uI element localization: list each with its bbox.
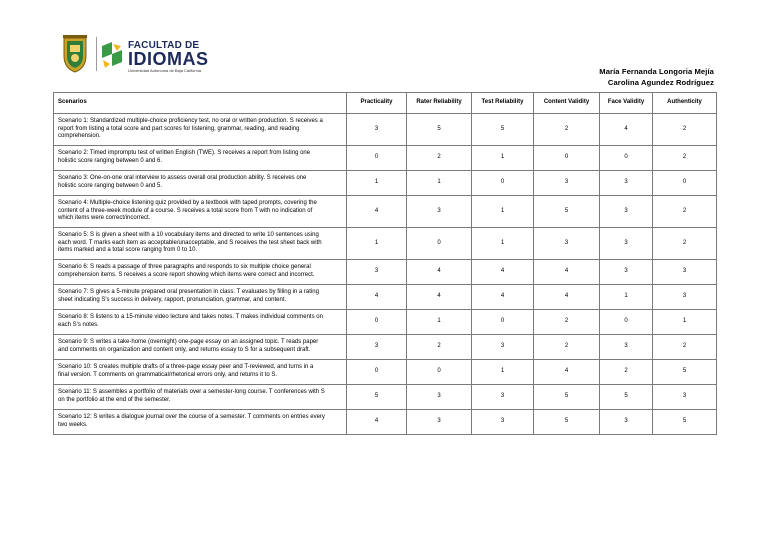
score-cell: 5 [472, 114, 534, 146]
score-cell: 0 [347, 360, 407, 385]
column-header-authenticity: Authenticity [653, 93, 717, 114]
score-cell: 3 [347, 335, 407, 360]
score-cell: 4 [534, 260, 600, 285]
score-cell: 1 [472, 228, 534, 260]
score-cell: 3 [600, 260, 653, 285]
score-cell: 3 [653, 385, 717, 410]
table-row [54, 114, 717, 146]
score-cell: 0 [347, 310, 407, 335]
scenario-cell: Scenario 1: Standardized multiple-choice proficiency test, no oral or written production. S receives a report from listing a total score and part scores for listening, grammar, reading, and reading comprehension. [54, 114, 347, 146]
score-cell: 2 [653, 114, 717, 146]
page-header [0, 0, 768, 92]
scenario-rating-table [53, 92, 717, 435]
score-cell: 3 [534, 228, 600, 260]
score-cell: 3 [600, 196, 653, 228]
scenario-cell: Scenario 9: S writes a take-home (overnight) one-page essay on an assigned topic. T reads paper and comments on organization and content only, and returns essay to S for a subsequent draft. [54, 335, 347, 360]
column-header-practicality: Practicality [347, 93, 407, 114]
score-cell: 4 [347, 410, 407, 435]
score-cell: 2 [407, 335, 472, 360]
faculty-line1: FACULTAD DE [128, 40, 200, 51]
author-names [599, 66, 714, 88]
score-cell: 2 [534, 335, 600, 360]
table-row [54, 285, 717, 310]
column-header-test-reliability: Test Reliability [472, 93, 534, 114]
score-cell: 0 [600, 310, 653, 335]
score-cell: 4 [407, 260, 472, 285]
score-cell: 2 [534, 114, 600, 146]
score-cell: 3 [600, 228, 653, 260]
score-cell: 0 [653, 171, 717, 196]
score-cell: 1 [653, 310, 717, 335]
scenario-cell: Scenario 10: S creates multiple drafts of a three-page essay peer and T-reviewed, and turns in a final version. T comments on grammatical/rhetorical errors only, and returns it to S. [54, 360, 347, 385]
score-cell: 1 [600, 285, 653, 310]
score-cell: 2 [600, 360, 653, 385]
score-cell: 1 [407, 310, 472, 335]
score-cell: 0 [347, 146, 407, 171]
score-cell: 5 [653, 360, 717, 385]
score-cell: 2 [653, 196, 717, 228]
scenario-cell: Scenario 8: S listens to a 15-minute video lecture and takes notes. T makes individual comments on each S's notes. [54, 310, 347, 335]
score-cell: 4 [347, 196, 407, 228]
column-header-scenarios: Scenarios [54, 93, 347, 114]
score-cell: 0 [600, 146, 653, 171]
score-cell: 4 [472, 285, 534, 310]
score-cell: 3 [653, 285, 717, 310]
faculty-wordmark [128, 40, 209, 73]
scenario-cell: Scenario 4: Multiple-choice listening quiz provided by a textbook with taped prompts, covering the content of a three-week module of a course. S receives a total score from T with no indication of which items were correct/incorrect. [54, 196, 347, 228]
column-header-content-validity: Content Validity [534, 93, 600, 114]
score-cell: 0 [407, 360, 472, 385]
scenario-cell: Scenario 6: S reads a passage of three paragraphs and responds to six multiple choice general comprehension items. S receives a score report showing which items were correct and incorrect. [54, 260, 347, 285]
score-cell: 1 [472, 196, 534, 228]
score-cell: 3 [653, 260, 717, 285]
score-cell: 3 [534, 171, 600, 196]
score-cell: 1 [472, 146, 534, 171]
table-header-row [54, 93, 717, 114]
score-cell: 2 [407, 146, 472, 171]
score-cell: 1 [347, 228, 407, 260]
score-cell: 3 [347, 260, 407, 285]
score-cell: 4 [347, 285, 407, 310]
faculty-logo-icon [99, 40, 125, 70]
score-cell: 1 [407, 171, 472, 196]
score-cell: 0 [534, 146, 600, 171]
score-cell: 4 [534, 285, 600, 310]
table-row [54, 146, 717, 171]
table-row [54, 228, 717, 260]
table-row [54, 171, 717, 196]
scenario-cell: Scenario 12: S writes a dialogue journal over the course of a semester. T comments on entries every two weeks. [54, 410, 347, 435]
table-body [54, 114, 717, 435]
score-cell: 0 [407, 228, 472, 260]
table-row [54, 260, 717, 285]
score-cell: 5 [407, 114, 472, 146]
score-cell: 1 [472, 360, 534, 385]
score-cell: 3 [600, 171, 653, 196]
score-cell: 5 [347, 385, 407, 410]
score-cell: 3 [600, 410, 653, 435]
score-cell: 4 [534, 360, 600, 385]
university-seal-icon [60, 34, 90, 74]
table-row [54, 360, 717, 385]
column-header-face-validity: Face Validity [600, 93, 653, 114]
table-row [54, 196, 717, 228]
score-cell: 5 [600, 385, 653, 410]
score-cell: 5 [653, 410, 717, 435]
score-cell: 5 [534, 385, 600, 410]
table-row [54, 385, 717, 410]
score-cell: 3 [600, 335, 653, 360]
table-row [54, 310, 717, 335]
header-divider [96, 37, 97, 71]
score-cell: 3 [407, 196, 472, 228]
author-2: Carolina Agundez Rodríguez [607, 78, 714, 87]
score-cell: 2 [653, 228, 717, 260]
score-cell: 2 [534, 310, 600, 335]
score-cell: 2 [653, 335, 717, 360]
scenario-cell: Scenario 11: S assembles a portfolio of materials over a semester-long course. T conferences with S on the portfolio at the end of the semester. [54, 385, 347, 410]
score-cell: 4 [407, 285, 472, 310]
score-cell: 2 [653, 146, 717, 171]
scenario-cell: Scenario 3: One-on-one oral interview to assess overall oral production ability. S receives one holistic score ranging between 0 and 5. [54, 171, 347, 196]
scenario-cell: Scenario 2: Timed impromptu test of written English (TWE). S receives a report from listing one holistic score ranging between 0 and 6. [54, 146, 347, 171]
score-cell: 3 [347, 114, 407, 146]
score-cell: 3 [472, 410, 534, 435]
score-cell: 4 [600, 114, 653, 146]
score-cell: 3 [472, 385, 534, 410]
column-header-rater-reliability: Rater Reliability [407, 93, 472, 114]
score-cell: 5 [534, 196, 600, 228]
score-cell: 0 [472, 310, 534, 335]
score-cell: 3 [407, 410, 472, 435]
score-cell: 3 [407, 385, 472, 410]
table-row [54, 410, 717, 435]
score-cell: 0 [472, 171, 534, 196]
score-cell: 5 [534, 410, 600, 435]
scenario-cell: Scenario 5: S is given a sheet with a 10 vocabulary items and directed to write 10 sentences using each word. T marks each item as acceptable/unacceptable, and S receives the test sheet back with items marked and a total score ranging from 0 to 10. [54, 228, 347, 260]
score-cell: 1 [347, 171, 407, 196]
score-cell: 4 [472, 260, 534, 285]
scenario-cell: Scenario 7: S gives a 5-minute prepared oral presentation in class. T evaluates by filling in a rating sheet indicating S's success in delivery, rapport, pronunciation, grammar, and content. [54, 285, 347, 310]
faculty-line2: IDIOMAS [128, 49, 209, 69]
table-row [54, 335, 717, 360]
faculty-line3: Universidad Autónoma de Baja California [128, 68, 201, 73]
author-1: María Fernanda Longoria Mejía [599, 67, 714, 76]
score-cell: 3 [472, 335, 534, 360]
